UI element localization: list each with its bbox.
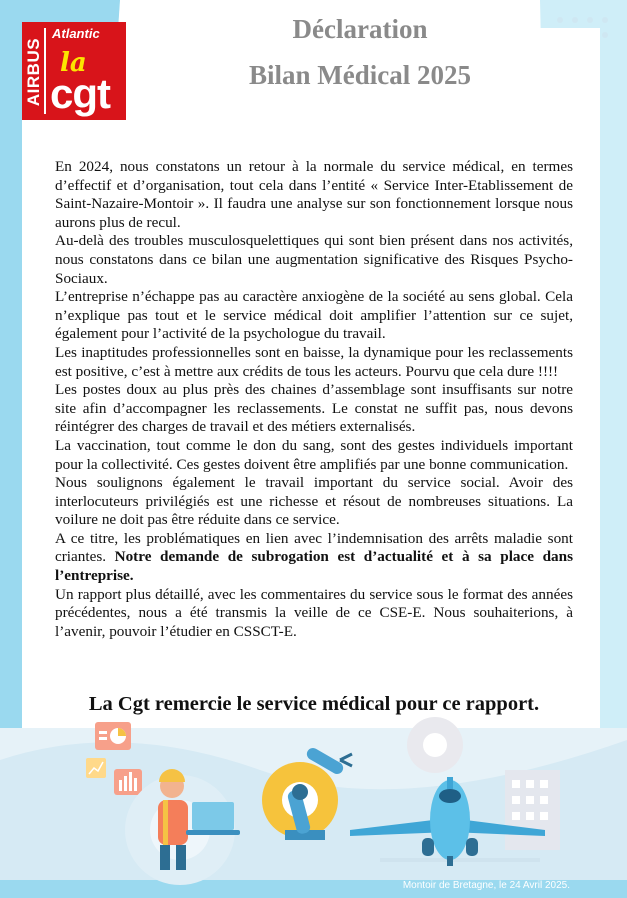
page-title: Déclaration [292, 14, 428, 44]
paragraph: Au-delà des troubles musculosquelettiques qui sont bien présent dans nos activités, nous constatons dans ce bilan une augmentation significative des Risques Psycho-Sociaux. [55, 232, 573, 287]
building-icon [505, 770, 560, 850]
paragraph-text: A ce titre, les problématiques en lien avec l’indemnisation des arrêts maladie sont criantes. [55, 529, 573, 566]
paragraph: Les inaptitudes professionnelles sont en baisse, la dynamique pour les reclassements est positive, c’est à mettre aux crédits de tous les acteurs. Pourvu que cela dure !!!! [55, 343, 573, 380]
logo-cgt-text: cgt [50, 70, 110, 117]
line-chart-icon [86, 758, 106, 778]
paragraph: La vaccination, tout comme le don du sang, sont des gestes individuels important pour la collectivité. Ces gestes doivent être amplifiés par une bonne communication. [55, 436, 573, 473]
closing-statement: La Cgt remercie le service médical pour ce rapport. [88, 693, 540, 715]
subrogation-demand: Notre demande de subrogation est d’actualité et à sa place dans l’entreprise. [55, 548, 573, 585]
logo-atlantic-text: Atlantic [52, 26, 100, 41]
pie-chart-icon [95, 722, 131, 750]
footer-date-location: Montoir de Bretagne, le 24 Avril 2025. [402, 880, 570, 891]
paragraph: Les postes doux au plus près des chaines d’assemblage sont insuffisants sur notre site afin d’accompagner les reclassements. Le constat ne suffit pas, nous devons réintégrer des charges de travail et des métiers externalisés. [55, 381, 573, 436]
bar-chart-icon [114, 769, 142, 795]
laptop-icon [186, 802, 240, 835]
page-subtitle: Bilan Médical 2025 [249, 60, 471, 90]
paragraph: Un rapport plus détaillé, avec les commentaires du service sous le format des années précédentes, nous a été transmis la veille de ce CSE-E. Nous souhaiterions, à l’avenir, pouvoir l’étudier en CSSCT-E. [55, 585, 573, 640]
paragraph: Nous soulignons également le travail important du service social. Avoir des interlocuteurs privilégiés est une richesse et résout de nombreuses situations. La voilure ne doit pas être réduite dans ce service. [55, 474, 573, 529]
paragraph: En 2024, nous constatons un retour à la normale du service médical, en termes d’effectif et d’organisation, tout cela dans l’entité « Service Inter-Etablissement de Saint-Nazaire-Montoir ». Il faudra une analyse sur son fonctionnement lorsque nous aurons plus de recul. [55, 158, 573, 231]
logo-airbus-text: AIRBUS [24, 37, 43, 107]
logo-la-text: la [60, 48, 87, 78]
paragraph: L’entreprise n’échappe pas au caractère anxiogène de la société au sens global. Cela n’explique pas tout et le service médical doit amplifier l’attention sur ce sujet, également pour l’activité de la psychologue du travail. [55, 288, 573, 343]
